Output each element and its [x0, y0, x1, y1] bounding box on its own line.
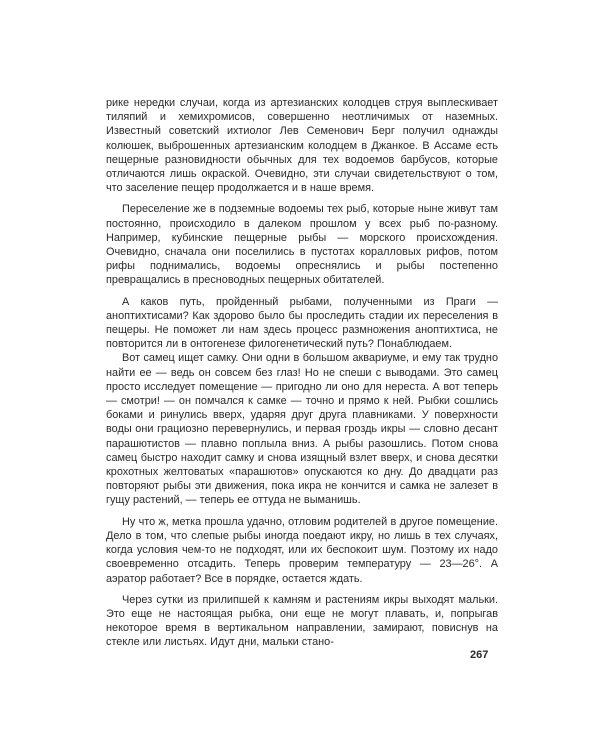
paragraph-1: рике нередки случаи, когда из артезианских колодцев струя выплескивает тиляпий и хемихромисов, совершенно неотличимых от наземных. Известный советский ихтиолог Лев Семенович Берг получил однажды колюшек, выброшенных артезианским колодцем в Джанкое. В Ассаме есть пещерные разновидности обычных для тех водоемов барбусов, которые отличаются лишь окраской. Очевидно, эти случаи свидетельствуют о том, что заселение пещер продолжается и в наше время.	[106, 97, 498, 195]
paragraph-gap	[106, 508, 498, 515]
paragraph-gap	[106, 288, 498, 295]
paragraph-5: Ну что ж, метка прошла удачно, отловим родителей в другое помещение. Дело в том, что слепые рыбы иногда поедают икру, но лишь в тех случаях, когда условия чем-то не подходят, или их беспокоит шум. Поэтому их надо своевременно отсадить. Теперь проверим температуру — 23—26°. А аэратор работает? Все в порядке, остается ждать.	[106, 515, 498, 585]
paragraph-2: Переселение же в подземные водоемы тех рыб, которые ныне живут там постоянно, происходило в далеком прошлом у всех рыб по-разному. Например, кубинские пещерные рыбы — морского происхождения. Очевидно, сначала они поселились в пустотах коралловых рифов, потом рифы поднимались, водоемы опреснялись и рыбы постепенно превращались в пресноводных пещерных обитателей.	[106, 203, 498, 287]
paragraph-gap	[106, 195, 498, 202]
paragraph-3: А каков путь, пройденный рыбами, полученными из Праги — аноптихтисами? Как здорово было бы проследить стадии их переселения в пещеры. Не поможет ли нам здесь процесс размножения аноптихтиса, не повторится ли в онтогенезе филогенетический путь? Понаблюдаем.	[106, 295, 498, 351]
paragraph-4: Вот самец ищет самку. Они одни в большом аквариуме, и ему так трудно найти ее — ведь он совсем без глаз! Но не спеши с выводами. Это самец просто исследует помещение — пригодно ли оно для нереста. А вот теперь — смотри! — он помчался к самке — точно и прямо к ней. Рыбки сошлись боками и ринулись вверх, ударяя друг друга плавниками. У поверхности воды они грациозно перевернулись, и первая гроздь икры — словно десант парашютистов — плавно поплыла вниз. А рыбы разошлись. Потом снова самец быстро находит самку и снова изящный взлет вверх, и снова десятки крохотных желтоватых «парашютов» опускаются ко дну. До двадцати раз повторяют рыбы эти движения, пока икра не кончится и самка не залезет в гущу растений, — теперь ее оттуда не выманишь.	[106, 352, 498, 507]
page-text-body	[106, 96, 498, 650]
page-number: 267	[470, 649, 489, 661]
paragraph-6: Через сутки из прилипшей к камням и растениям икры выходят мальки. Это еще не настоящая рыбка, они еще не могут плавать, и, попрыгав некоторое время в вертикальном направлении, замирают, повиснув на стекле или листьях. Идут дни, мальки стано-	[106, 593, 498, 649]
paragraph-gap	[106, 586, 498, 593]
